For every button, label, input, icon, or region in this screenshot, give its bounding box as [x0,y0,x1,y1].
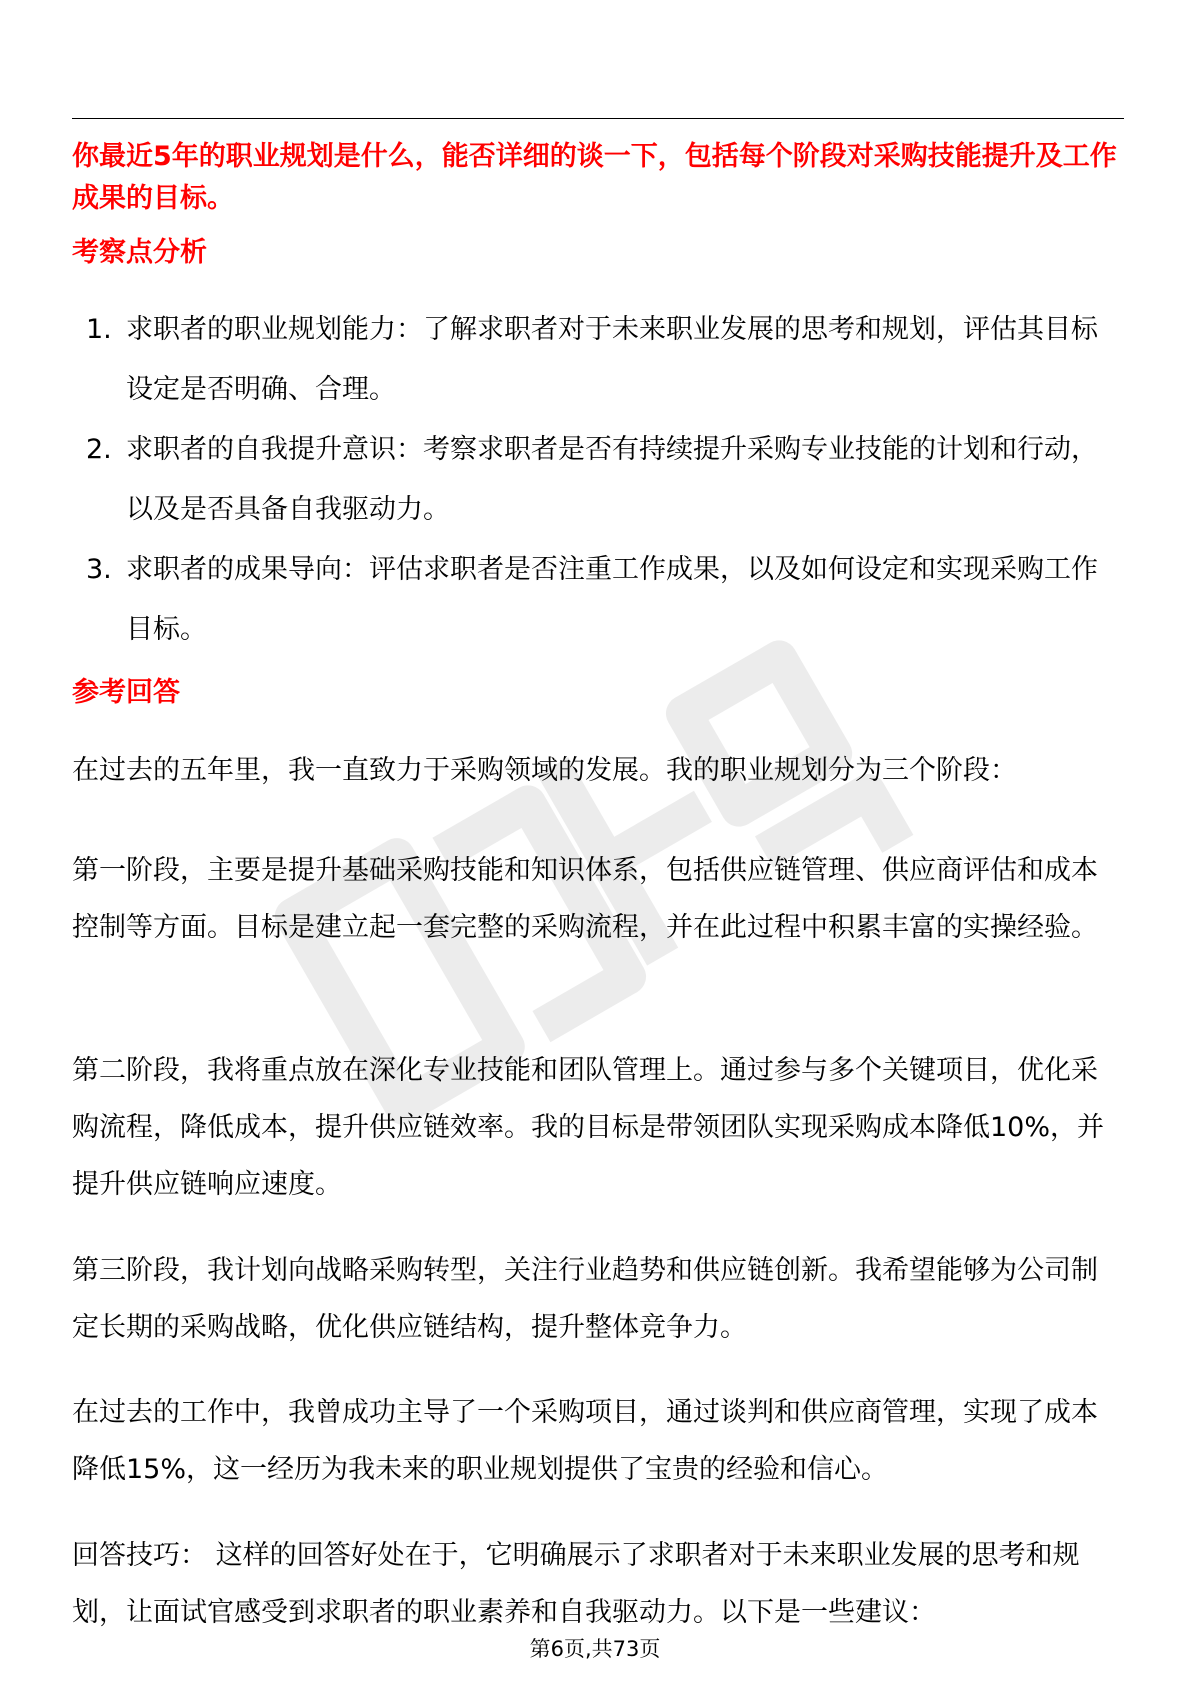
list-item [72,420,1124,540]
answer-heading: 参考回答 [72,677,180,708]
list-item-text: 求职者的自我提升意识：考察求职者是否有持续提升采购专业技能的计划和行动，以及是否具备自我驱动力。 [126,434,1098,525]
list-item-number: 3. [86,554,112,585]
answer-paragraph: 第二阶段，我将重点放在深化专业技能和团队管理上。通过参与多个关键项目，优化采购流程，降低成本，提升供应链效率。我的目标是带领团队实现采购成本降低10%，并提升供应链响应速度。 [72,1055,1105,1200]
list-item-number: 2. [86,434,112,465]
analysis-heading: 考察点分析 [72,237,207,268]
list-item-text: 求职者的成果导向：评估求职者是否注重工作成果，以及如何设定和实现采购工作目标。 [126,554,1098,645]
list-item [72,540,1124,660]
question-title: 你最近5年的职业规划是什么，能否详细的谈一下，包括每个阶段对采购技能提升及工作成果的目标。 [72,141,1117,214]
list-item [72,300,1124,420]
header-rule [72,118,1124,119]
answer-paragraph: 在过去的工作中，我曾成功主导了一个采购项目，通过谈判和供应商管理，实现了成本降低15%，这一经历为我未来的职业规划提供了宝贵的经验和信心。 [72,1397,1098,1485]
answer-paragraph: 第三阶段，我计划向战略采购转型，关注行业趋势和供应链创新。我希望能够为公司制定长期的采购战略，优化供应链结构，提升整体竞争力。 [72,1255,1098,1343]
list-item-number: 1. [86,314,112,345]
page-footer: 第6页,共73页 [529,1637,661,1661]
analysis-list [72,300,1124,660]
answer-paragraph: 回答技巧： 这样的回答好处在于，它明确展示了求职者对于未来职业发展的思考和规划，让面试官感受到求职者的职业素养和自我驱动力。以下是一些建议： [72,1540,1080,1628]
answer-paragraph: 在过去的五年里，我一直致力于采购领域的发展。我的职业规划分为三个阶段： [72,755,1017,786]
answer-paragraph: 第一阶段，主要是提升基础采购技能和知识体系，包括供应链管理、供应商评估和成本控制等方面。目标是建立起一套完整的采购流程，并在此过程中积累丰富的实操经验。 [72,855,1098,943]
list-item-text: 求职者的职业规划能力：了解求职者对于未来职业发展的思考和规划，评估其目标设定是否明确、合理。 [126,314,1098,405]
